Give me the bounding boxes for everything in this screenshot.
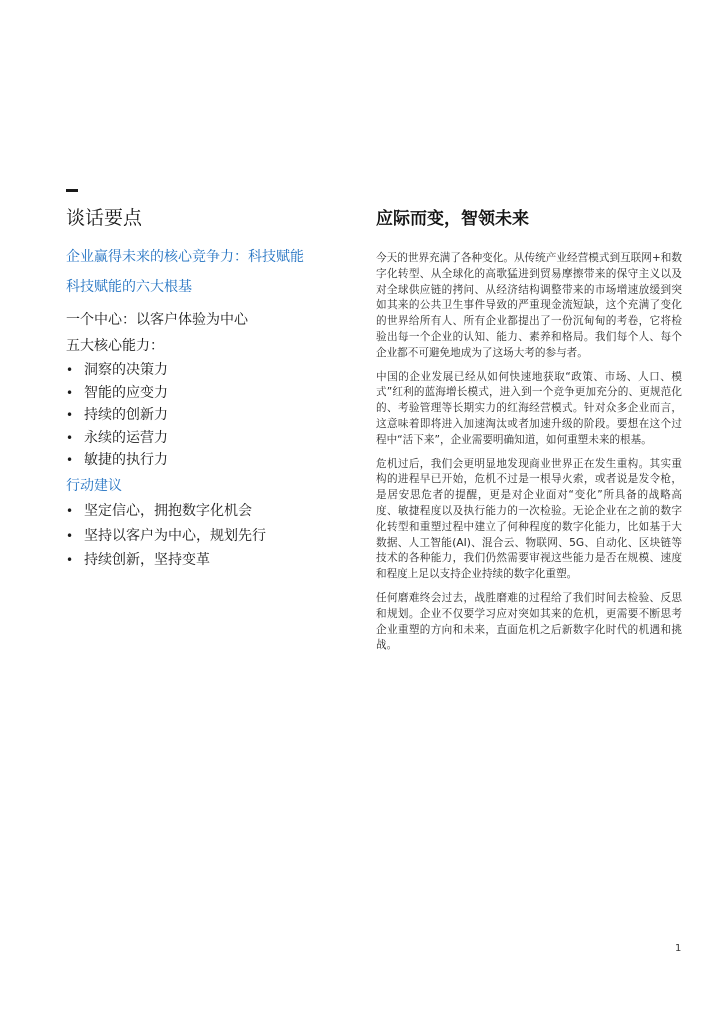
actions-list (66, 499, 266, 573)
right-title: 应际而变，智领未来 (376, 209, 529, 229)
list-item: • 敏捷的执行力 (66, 449, 168, 472)
list-item: • 坚持以客户为中心，规划先行 (66, 524, 266, 549)
one-center-line: 一个中心：以客户体验为中心 (66, 312, 248, 328)
list-item: • 智能的应变力 (66, 382, 168, 405)
six-foundations-heading: 科技赋能的六大根基 (66, 279, 192, 295)
abilities-list (66, 359, 168, 472)
left-title: 谈话要点 (66, 207, 143, 229)
core-competitiveness-heading: 企业赢得未来的核心竞争力：科技赋能 (66, 249, 304, 265)
paragraph-2: 中国的企业发展已经从如何快速地获取“政策、市场、人口、模式”红利的蓝海增长模式，进入到一个竞争更加充分的、更规范化的、考验管理等长期实力的红海经营模式。针对众多企业而言，这意味着即将进入加速淘汰或者加速升级的阶段。要想在这个过程中“活下来”，企业需要明确知道，如何重塑未来的根基。 (376, 370, 682, 446)
list-item: • 持续创新，坚持变革 (66, 548, 266, 573)
paragraph-1: 今天的世界充满了各种变化。从传统产业经营模式到互联网+和数字化转型、从全球化的高歌猛进到贸易摩擦带来的保守主义以及对全球供应链的拷问、从经济结构调整带来的市场增速放缓到突如其来的公共卫生事件导致的严重现金流短缺，这个充满了变化的世界给所有人、所有企业都提出了一份沉甸甸的考卷，它将检验出每一个企业的认知、能力、素养和格局。我们每个人、每个企业都不可避免地成为了这场大考的参与者。 (376, 252, 682, 359)
title-dash (66, 189, 78, 192)
five-abilities-line: 五大核心能力： (66, 338, 164, 354)
page-number: 1 (675, 943, 682, 954)
list-item: • 持续的创新力 (66, 404, 168, 427)
list-item: • 永续的运营力 (66, 427, 168, 450)
paragraph-4: 任何磨难终会过去，战胜磨难的过程给了我们时间去检验、反思和规划。企业不仅要学习应对突如其来的危机，更需要不断思考企业重塑的方向和未来，直面危机之后新数字化时代的机遇和挑战。 (376, 591, 682, 652)
paragraph-3: 危机过后，我们会更明显地发现商业世界正在发生重构。其实重构的进程早已开始，危机不过是一根导火索，或者说是发令枪，是居安思危者的提醒，更是对企业面对“变化”所具备的战略高度、敏捷程度以及执行能力的一次检验。无论企业在之前的数字化转型和重塑过程中建立了何种程度的数字化能力，比如基于大数据、人工智能(AI)、混合云、物联网、5G、自动化、区块链等技术的各种能力，我们仍然需要审视这些能力是否在规模、速度和程度上足以支持企业持续的数字化重塑。 (376, 457, 682, 581)
list-item: • 坚定信心，拥抱数字化机会 (66, 499, 266, 524)
body-column (376, 251, 682, 662)
list-item: • 洞察的决策力 (66, 359, 168, 382)
action-suggestions-heading: 行动建议 (66, 478, 122, 494)
